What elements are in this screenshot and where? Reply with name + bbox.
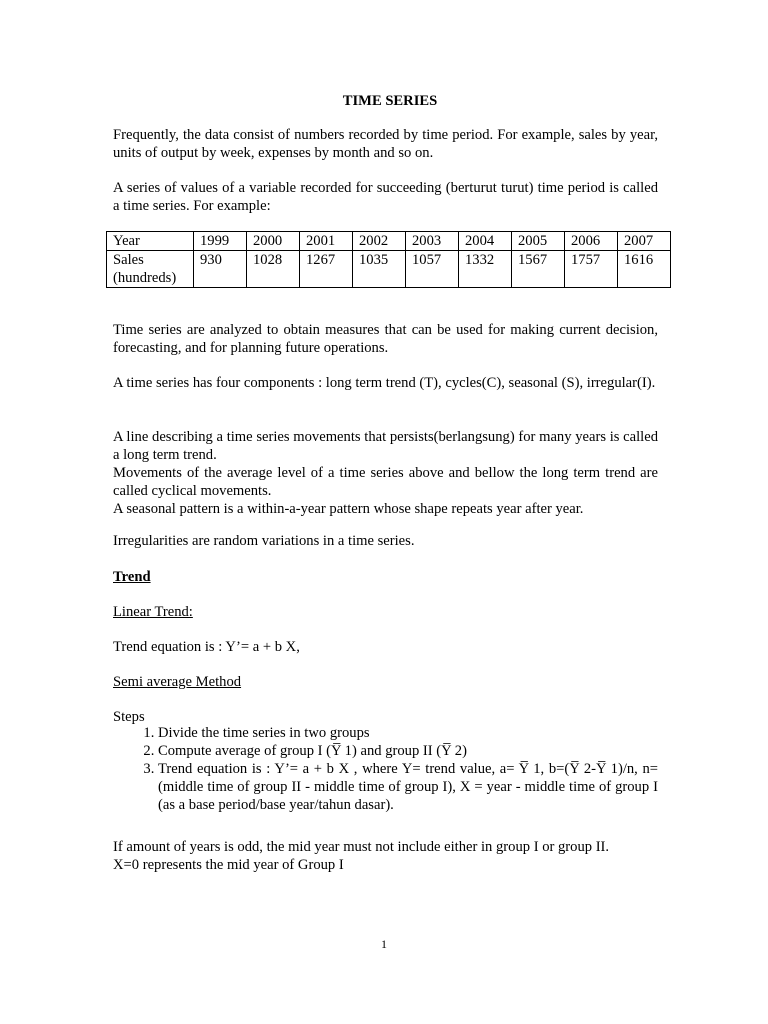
components-description (113, 428, 658, 518)
trend-equation: Trend equation is : Y’= a + b X, (113, 639, 300, 655)
list-item: 2. Compute average of group I (Y̅ 1) and group II (Y̅ 2) (158, 742, 658, 760)
page-number: 1 (381, 937, 387, 951)
table-cell: 2006 (565, 232, 618, 251)
definition-paragraph: A series of values of a variable recorded for succeeding (berturut turut) time period is called a time series. For example: (113, 180, 658, 214)
document-title: TIME SERIES (342, 93, 438, 109)
analysis-paragraph: Time series are analyzed to obtain measures that can be used for making current decision, forecasting, and for planning future operations. (113, 322, 658, 356)
x-zero-note: X=0 represents the mid year of Group I (113, 857, 344, 873)
table-cell: 1999 (194, 232, 247, 251)
irregular-definition: Irregularities are random variations in a time series. (113, 533, 415, 549)
intro-paragraph: Frequently, the data consist of numbers recorded by time period. For example, sales by year, units of output by week, expenses by month and so on. (113, 127, 658, 161)
table-row (107, 251, 671, 288)
table-cell: 2007 (618, 232, 671, 251)
table-cell: 2005 (512, 232, 565, 251)
steps-list (113, 724, 658, 814)
table-cell: Year (107, 232, 194, 251)
table-cell: 2000 (247, 232, 300, 251)
table-cell: Sales (hundreds) (107, 251, 194, 288)
components-paragraph: A time series has four components : long term trend (T), cycles(C), seasonal (S), irregular(I). (113, 375, 656, 391)
section-heading-trend: Trend (113, 569, 151, 585)
table-cell: 1332 (459, 251, 512, 288)
odd-years-note: If amount of years is odd, the mid year must not include either in group I or group II. (113, 839, 610, 855)
table-cell: 2003 (406, 232, 459, 251)
table-row (107, 232, 671, 251)
seasonal-definition: A seasonal pattern is a within-a-year pattern whose shape repeats year after year. (113, 501, 584, 517)
table-cell: 1757 (565, 251, 618, 288)
table-cell: 1267 (300, 251, 353, 288)
cyclical-definition: Movements of the average level of a time series above and bellow the long term trend are called cyclical movements. (113, 465, 658, 499)
table-cell: 1567 (512, 251, 565, 288)
table-cell: 930 (194, 251, 247, 288)
steps-label: Steps (113, 709, 145, 725)
table-cell: 1616 (618, 251, 671, 288)
table-cell: 1057 (406, 251, 459, 288)
list-item: 1. Divide the time series in two groups (158, 724, 658, 742)
trend-definition: A line describing a time series movements that persists(berlangsung) for many years is called a long term trend. (113, 429, 658, 463)
subheading-linear-trend: Linear Trend: (113, 604, 193, 620)
table-cell: 2001 (300, 232, 353, 251)
subheading-semi-average: Semi average Method (113, 674, 242, 690)
table-cell: 2004 (459, 232, 512, 251)
sales-table (106, 231, 671, 288)
table-cell: 2002 (353, 232, 406, 251)
table-cell: 1035 (353, 251, 406, 288)
list-item: 3. Trend equation is : Y’= a + b X , where Y= trend value, a= Y̅ 1, b=(Y̅ 2-Y̅ 1)/n, n=(middle time of group II - middle time of group I), X = year - middle time of group I (as a base period/base year/tahun dasar). (158, 760, 658, 814)
closing-paragraph (113, 838, 658, 874)
table-cell: 1028 (247, 251, 300, 288)
